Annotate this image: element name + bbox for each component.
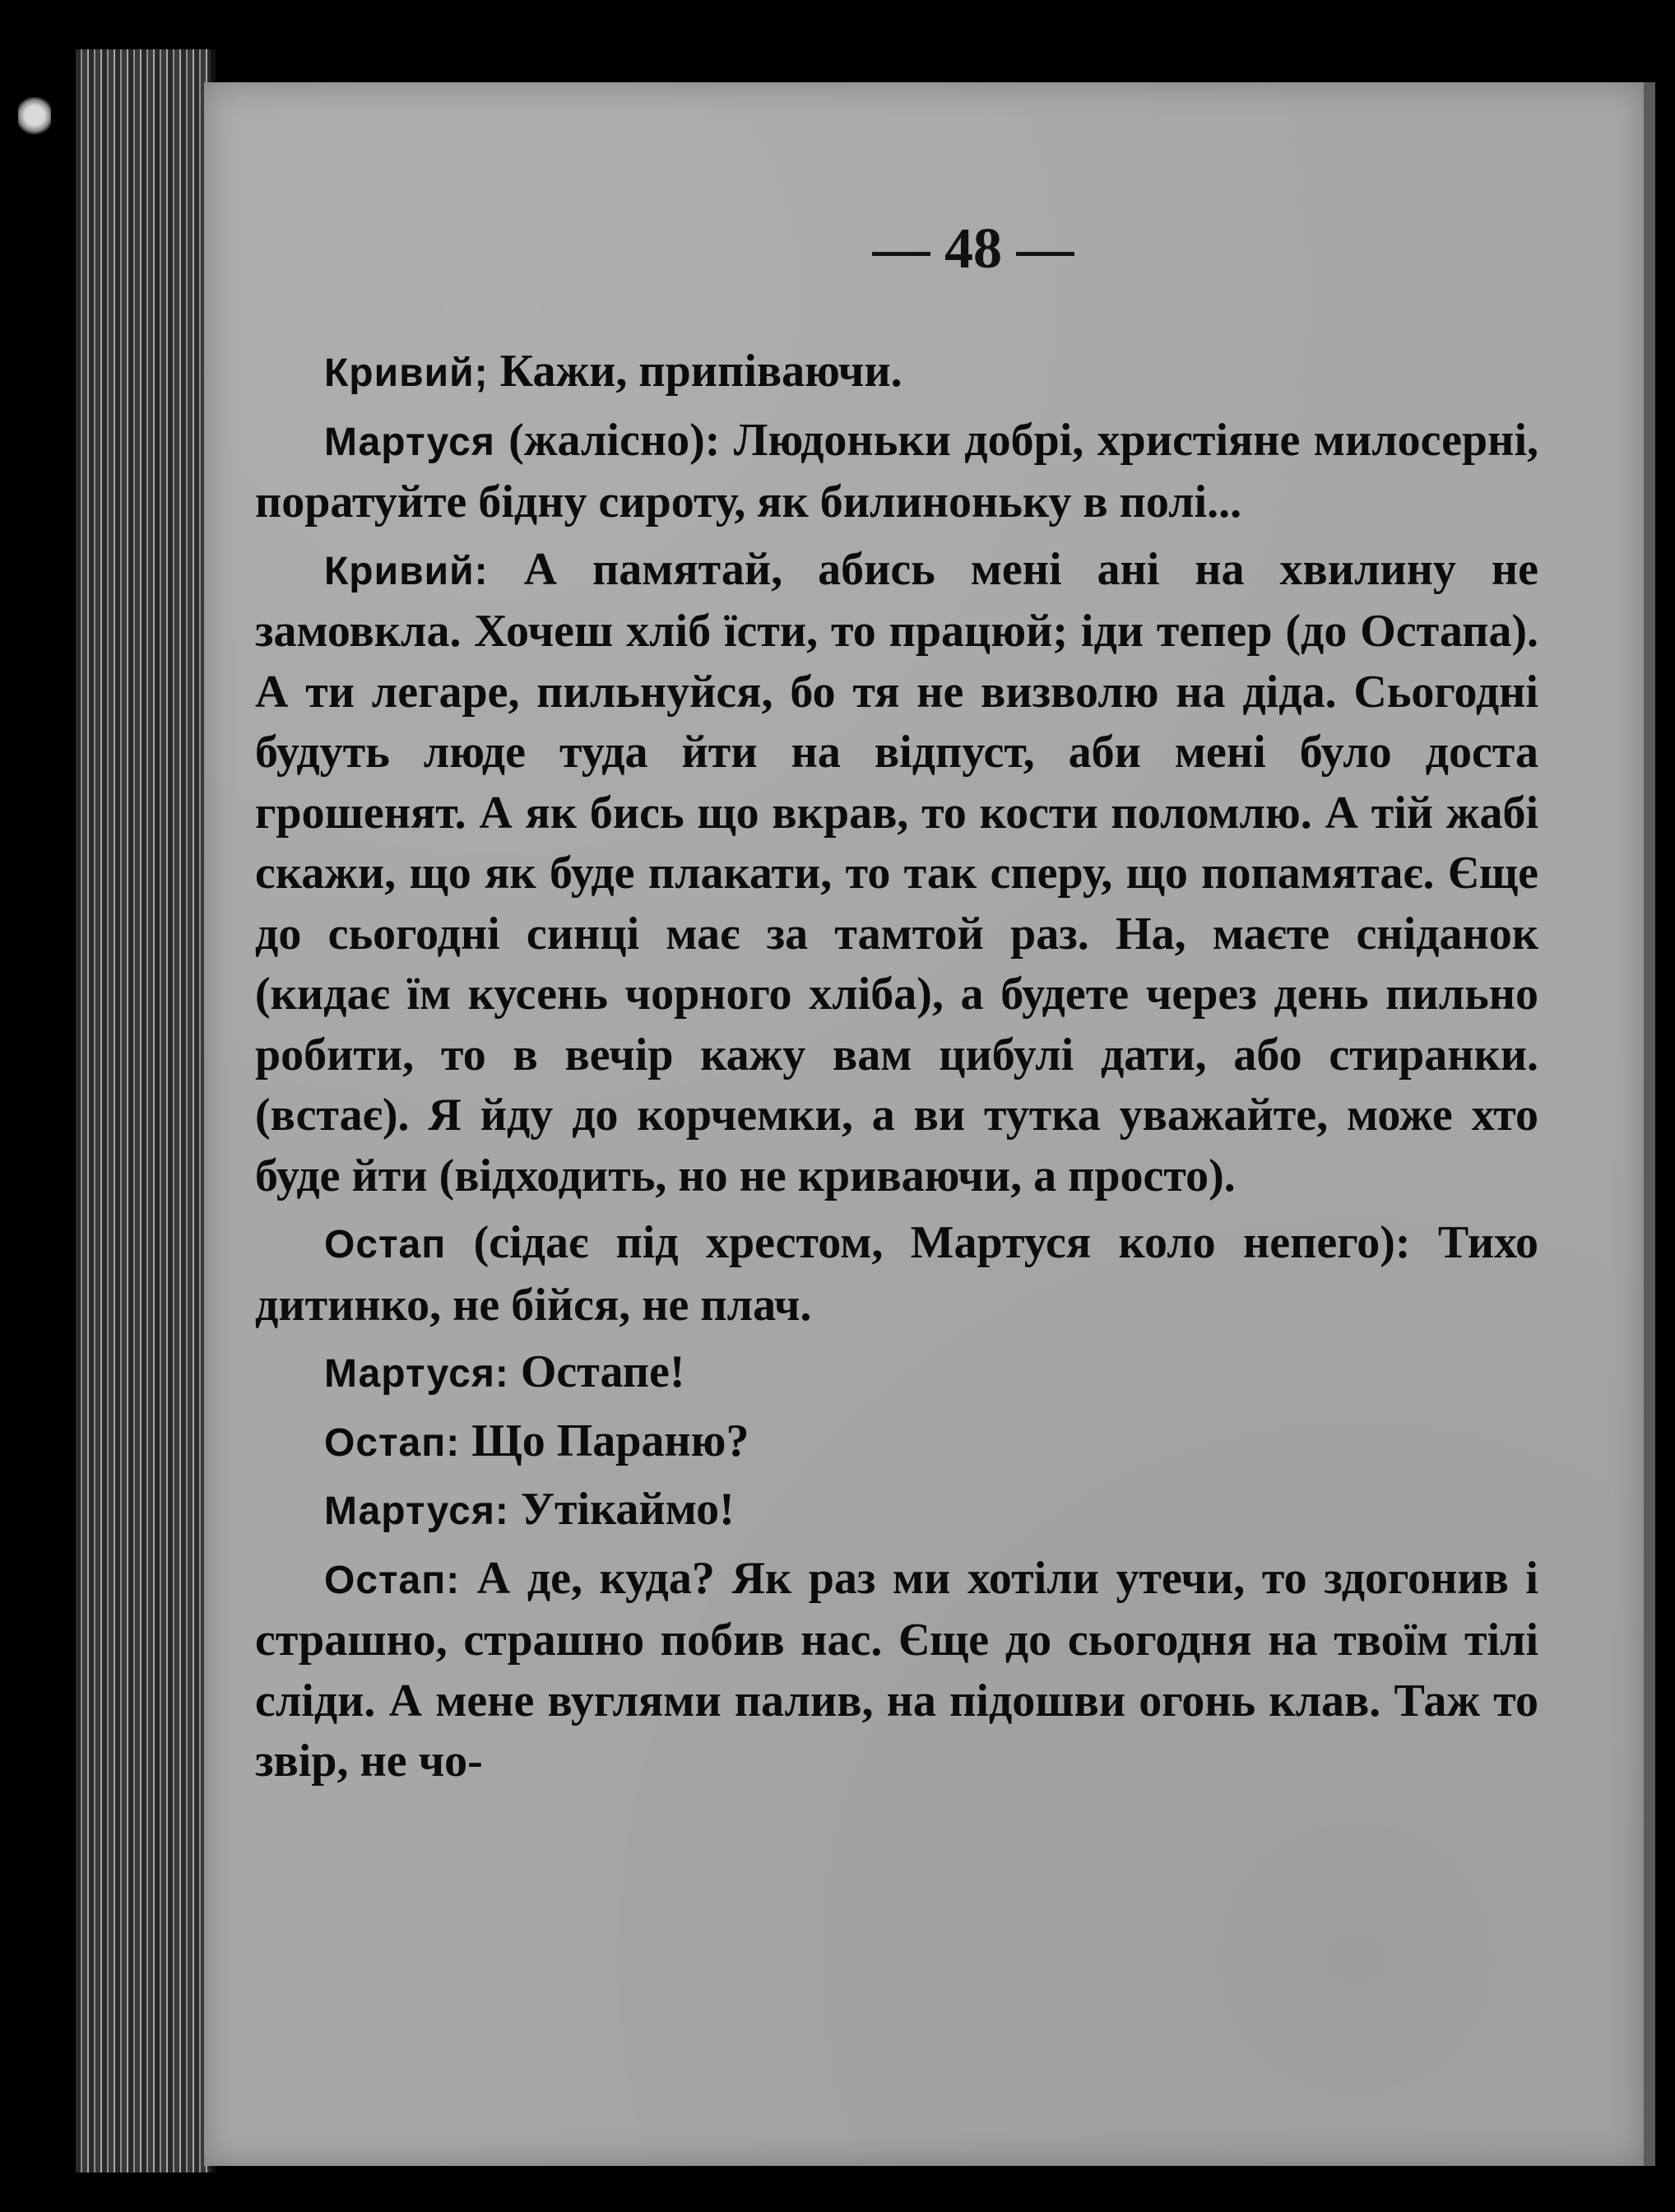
speaker-name: Мартуся [324,420,495,464]
speaker-name: Кривий; [324,351,489,395]
line-text: (сідає під хрестом, Мартуся коло непего): Тихо дитинко, не бійся, не плач. [255,1217,1538,1331]
scan-smudge [18,97,51,138]
line-text: Кажи, припіваючи. [488,346,902,397]
line-text: А де, куда? Як раз ми хотіли утечи, то здогонив і страшно, страшно побив нас. Єще до сьогодня на твоїм тілі сліди. А мене вуглями палив, на підошви огонь клав. Таж то звір, не чо- [255,1552,1538,1787]
page-number: — 48 — [872,217,1074,281]
dialogue-line [255,342,1538,404]
dialogue-line [255,1480,1538,1542]
dialogue-line [255,411,1538,533]
dialogue-line [255,1411,1538,1474]
line-text: Утікаймо! [508,1484,735,1535]
speaker-name: Остап: [324,1558,461,1602]
speaker-name: Остап: [324,1420,461,1465]
line-text: А памятай, абись мені ані на хвилину не замовкла. Хочеш хліб їсти, то працюй; іди тепер (до Остапа). А ти легаре, пильнуйся, бо тя не визволю на діда. Сьогодні будуть люде туда йти на відпуст, аби мені було доста грошенят. А як бись що вкрав, то кости поломлю. А тій жабі скажи, що як буде плакати, то так сперу, що попамятає. Єще до сьогодні синці має за тамтой раз. На, маєте сніданок (кидає їм кусень чорного хліба), а будете через день пильно робити, то в вечір кажу вам цибулі дати, або стиранки. (встає). Я йду до корчемки, а ви тутка уважайте, може хто буде йти (відходить, но не криваючи, а просто). [255,543,1538,1201]
page-text [255,342,1538,1799]
speaker-name: Мартуся: [324,1352,509,1396]
page-stack-edges [76,49,216,2172]
line-text: Що Параню? [460,1415,749,1466]
dialogue-line [255,1213,1538,1336]
line-text: Остапе! [508,1346,685,1397]
dialogue-line [255,1342,1538,1405]
dialogue-line [255,1549,1538,1792]
dialogue-line [255,540,1538,1207]
speaker-name: Остап [324,1223,447,1266]
speaker-name: Кривий: [324,549,489,593]
line-text: (жалісно): Людоньки добрі, христіяне милосерні, поратуйте бідну сироту, як билиноньку в полі... [255,414,1538,527]
speaker-name: Мартуся: [324,1489,509,1533]
